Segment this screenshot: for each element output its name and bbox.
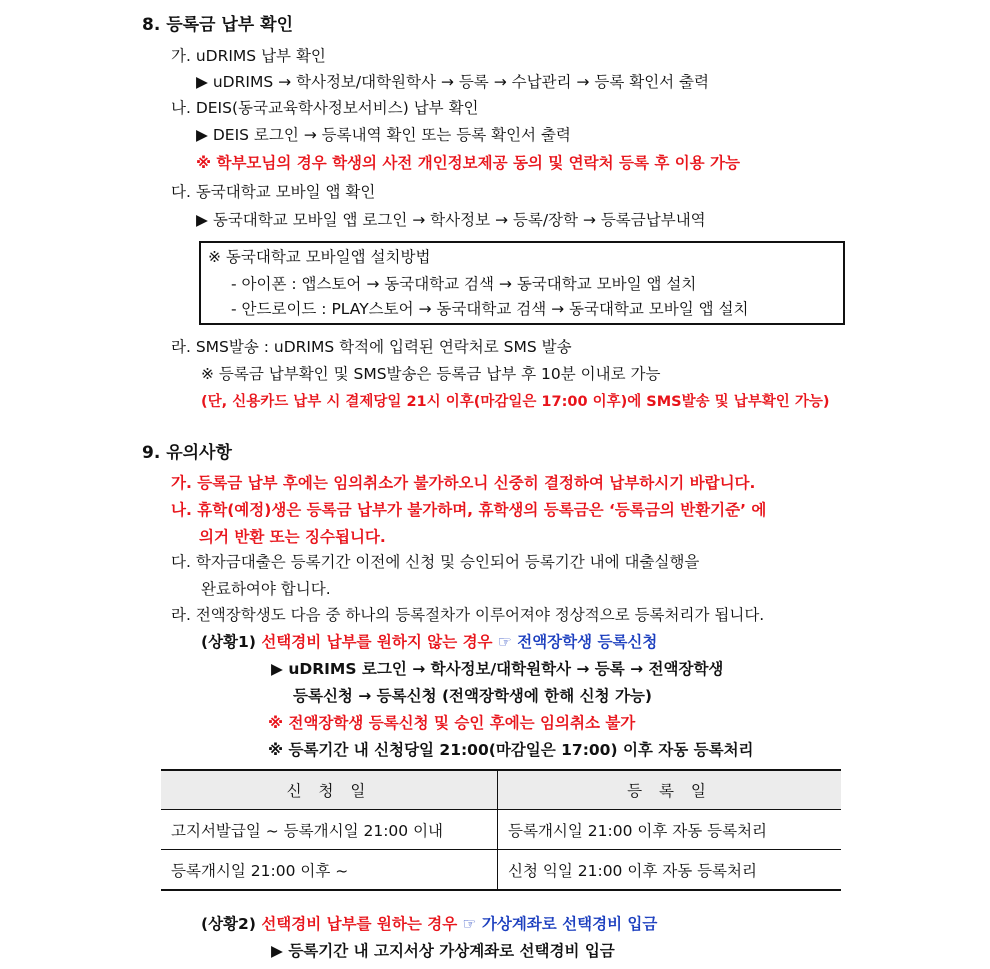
situation-1: [201, 631, 657, 653]
situation-1-path-line1: ▶ uDRIMS 로그인 → 학사정보/대학원학사 → 등록 → 전액장학생: [271, 660, 724, 678]
situation-2: [201, 913, 657, 935]
item-8d-red-note: (단, 신용카드 납부 시 결제당일 21시 이후(마감일은 17:00 이후)에 SMS발송 및 납부확인 가능): [201, 394, 830, 410]
situation-2-label: (상황2): [201, 915, 256, 933]
item-8b-note: ※ 학부모님의 경우 학생의 사전 개인정보제공 동의 및 연락처 등록 후 이용 가능: [196, 154, 740, 172]
table-header-row: [161, 770, 841, 810]
table-row: [161, 850, 841, 891]
item-8b-path: ▶ DEIS 로그인 → 등록내역 확인 또는 등록 확인서 출력: [196, 126, 571, 144]
item-9b-line1: 나. 휴학(예정)생은 등록금 납부가 불가하며, 휴학생의 등록금은 ‘등록금의 반환기준’ 에: [171, 501, 767, 519]
table-cell: 등록개시일 21:00 이후 ~: [161, 850, 498, 891]
table-cell: 등록개시일 21:00 이후 자동 등록처리: [498, 810, 842, 850]
header-apply-date: 신 청 일: [161, 770, 498, 810]
situation-2-path: ▶ 등록기간 내 고지서상 가상계좌로 선택경비 입금: [271, 942, 615, 960]
item-8a-path: ▶ uDRIMS → 학사정보/대학원학사 → 등록 → 수납관리 → 등록 확인서 출력: [196, 73, 710, 91]
item-9c-line2: 완료하여야 합니다.: [201, 580, 331, 598]
item-8c-path: ▶ 동국대학교 모바일 앱 로그인 → 학사정보 → 등록/장학 → 등록금납부내역: [196, 211, 706, 229]
item-8d: 라. SMS발송 : uDRIMS 학적에 입력된 연락처로 SMS 발송: [171, 338, 572, 356]
header-register-date: 등 록 일: [498, 770, 842, 810]
item-8d-note: ※ 등록금 납부확인 및 SMS발송은 등록금 납부 후 10분 이내로 가능: [201, 365, 661, 383]
item-9b-line2: 의거 반환 또는 징수됩니다.: [199, 528, 386, 546]
table-cell: 고지서발급일 ~ 등록개시일 21:00 이내: [161, 810, 498, 850]
box-android: - 안드로이드 : PLAY스토어 → 동국대학교 검색 → 동국대학교 모바일 앱 설치: [231, 300, 749, 318]
table-cell: 신청 익일 21:00 이후 자동 등록처리: [498, 850, 842, 891]
box-title: ※ 동국대학교 모바일앱 설치방법: [208, 248, 431, 266]
item-9a: 가. 등록금 납부 후에는 임의취소가 불가하오니 신중히 결정하여 납부하시기 바랍니다.: [171, 474, 756, 492]
situation-1-label: (상황1): [201, 633, 256, 651]
situation-2-action: ☞ 가상계좌로 선택경비 입금: [462, 915, 658, 933]
situation-2-condition: 선택경비 납부를 원하는 경우: [261, 915, 458, 933]
box-iphone: - 아이폰 : 앱스토어 → 동국대학교 검색 → 동국대학교 모바일 앱 설치: [231, 275, 697, 293]
section-9-title: 9. 유의사항: [142, 443, 232, 463]
situation-1-path-line2: 등록신청 → 등록신청 (전액장학생에 한해 신청 가능): [293, 687, 652, 705]
situation-1-condition: 선택경비 납부를 원하지 않는 경우: [261, 633, 493, 651]
situation-1-cancel-note: ※ 전액장학생 등록신청 및 승인 후에는 임의취소 불가: [268, 714, 636, 732]
section-8-title: 8. 등록금 납부 확인: [142, 15, 293, 35]
table-row: [161, 810, 841, 850]
item-8b: 나. DEIS(동국교육학사정보서비스) 납부 확인: [171, 99, 479, 117]
situation-1-action: ☞ 전액장학생 등록신청: [497, 633, 658, 651]
item-8c: 다. 동국대학교 모바일 앱 확인: [171, 183, 376, 201]
item-8a: 가. uDRIMS 납부 확인: [171, 47, 326, 65]
registration-schedule-table: [161, 769, 841, 891]
situation-1-auto-note: ※ 등록기간 내 신청당일 21:00(마감일은 17:00) 이후 자동 등록처리: [268, 741, 754, 759]
item-9c-line1: 다. 학자금대출은 등록기간 이전에 신청 및 승인되어 등록기간 내에 대출실행을: [171, 553, 700, 571]
item-9d: 라. 전액장학생도 다음 중 하나의 등록절차가 이루어져야 정상적으로 등록처리가 됩니다.: [171, 606, 765, 624]
